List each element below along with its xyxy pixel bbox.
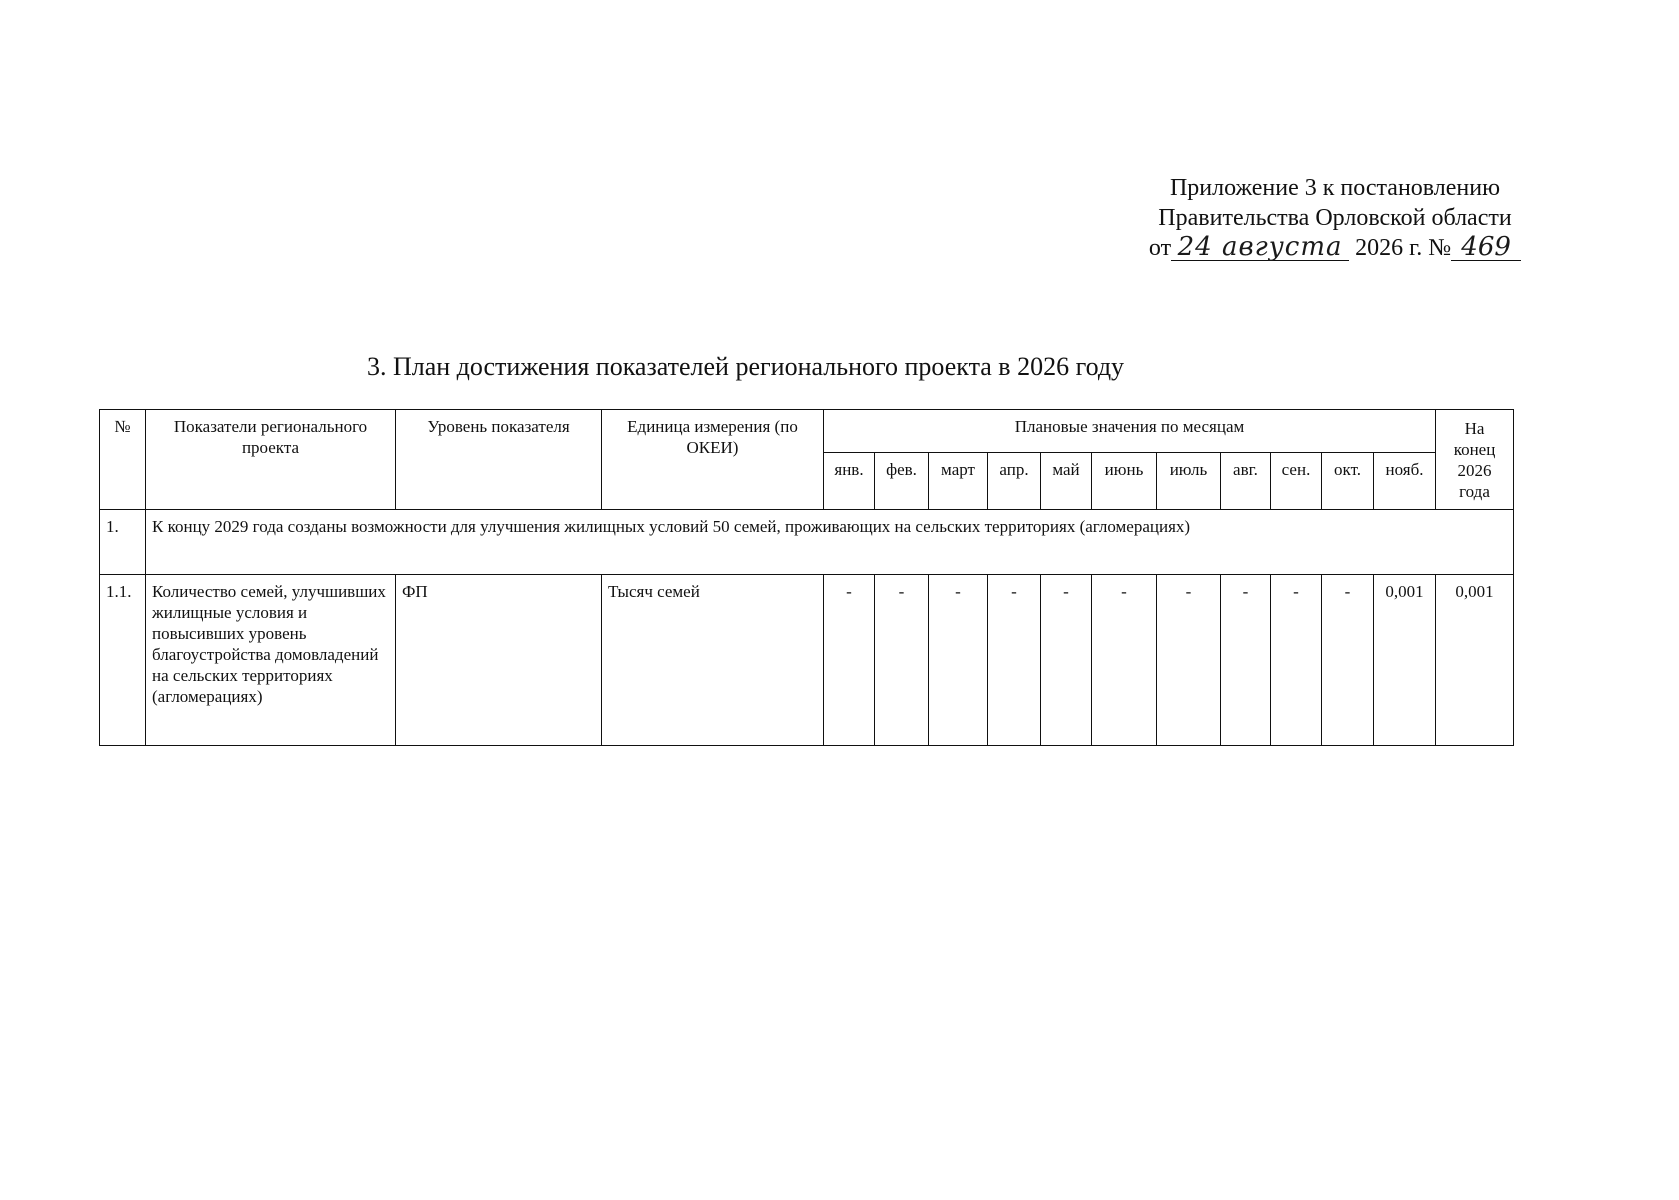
indicators-plan-table (99, 409, 1514, 746)
table-row (100, 575, 1514, 746)
row-month-value: - (1322, 575, 1374, 746)
header-month: апр. (988, 453, 1041, 510)
row-num: 1.1. (100, 575, 146, 746)
appendix-date-line (1100, 233, 1570, 263)
row-year-end-value: 0,001 (1436, 575, 1514, 746)
header-month: май (1041, 453, 1092, 510)
header-month: авг. (1221, 453, 1271, 510)
row-month-value: - (1271, 575, 1322, 746)
header-month: сен. (1271, 453, 1322, 510)
header-month: март (929, 453, 988, 510)
row-month-value: 0,001 (1374, 575, 1436, 746)
handwritten-number: 469 (1451, 234, 1521, 261)
handwritten-date: 24 августа (1171, 234, 1349, 261)
row-month-value: - (1092, 575, 1157, 746)
header-month: янв. (824, 453, 875, 510)
header-month: июнь (1092, 453, 1157, 510)
document-title-text: 3. План достижения показателей регионального проекта в 2026 году (366, 352, 1125, 381)
row-level: ФП (396, 575, 602, 746)
header-months-group: Плановые значения по месяцам (824, 410, 1436, 453)
header-level: Уровень показателя (396, 410, 602, 510)
goal-text: К концу 2029 года созданы возможности для улучшения жилищных условий 50 семей, проживающих на сельских территориях (агломерациях) (146, 510, 1514, 575)
document-title (0, 352, 1679, 382)
goal-row (100, 510, 1514, 575)
row-month-value: - (875, 575, 929, 746)
header-indicator: Показатели регионального проекта (146, 410, 396, 510)
header-num: № (100, 410, 146, 510)
year-text: 2026 г. № (1355, 235, 1452, 261)
header-month: июль (1157, 453, 1221, 510)
header-month: окт. (1322, 453, 1374, 510)
row-month-value: - (1157, 575, 1221, 746)
header-unit: Единица измерения (по ОКЕИ) (602, 410, 824, 510)
row-month-value: - (1221, 575, 1271, 746)
appendix-line1: Приложение 3 к постановлению (1169, 175, 1501, 201)
header-month: фев. (875, 453, 929, 510)
date-prefix: от (1148, 235, 1172, 261)
row-month-value: - (824, 575, 875, 746)
goal-num: 1. (100, 510, 146, 575)
row-unit: Тысяч семей (602, 575, 824, 746)
row-indicator: Количество семей, улучшивших жилищные условия и повысивших уровень благоустройства домовладений на сельских территориях (агломерациях) (146, 575, 396, 746)
header-month: нояб. (1374, 453, 1436, 510)
appendix-header (1100, 173, 1570, 263)
row-month-value: - (988, 575, 1041, 746)
row-month-value: - (1041, 575, 1092, 746)
row-month-value: - (929, 575, 988, 746)
header-year-end: На конец 2026 года (1436, 410, 1514, 510)
appendix-line2: Правительства Орловской области (1158, 205, 1512, 231)
